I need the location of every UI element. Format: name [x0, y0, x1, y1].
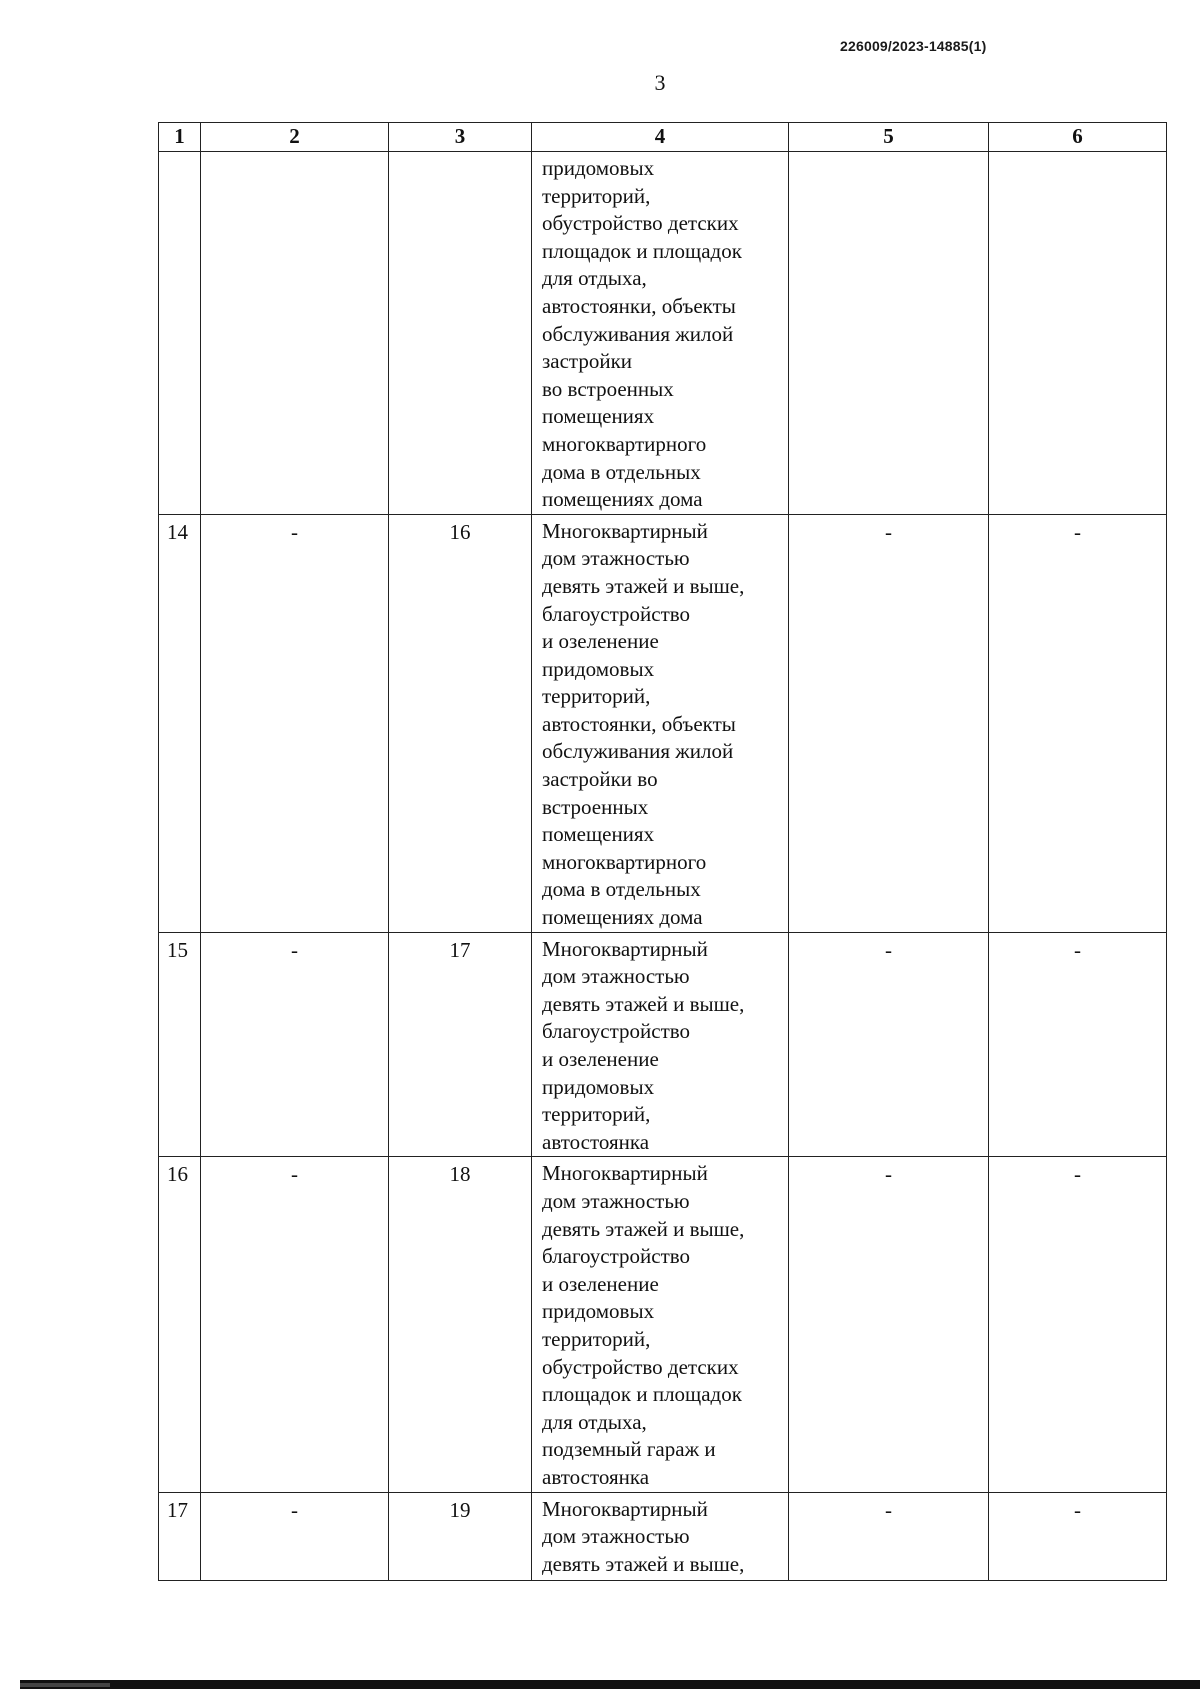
description-line: во встроенных	[542, 376, 674, 401]
description-line: автостоянка	[542, 1129, 650, 1154]
zone-number-cell: 17	[389, 932, 532, 1157]
table-header-row	[159, 123, 1167, 152]
column-header: 2	[201, 123, 389, 152]
row-number-cell: 16	[159, 1157, 201, 1492]
description-line: Многоквартирный	[542, 936, 708, 961]
description-line: дома в отдельных	[542, 877, 701, 902]
description-line: дом этажностью	[542, 1524, 690, 1549]
description-line: площадок и площадок	[542, 238, 742, 263]
column-header: 4	[532, 123, 789, 152]
description-line: Многоквартирный	[542, 518, 708, 543]
column-header: 3	[389, 123, 532, 152]
description-line: помещениях	[542, 822, 655, 847]
zone-number-cell: 16	[389, 514, 532, 932]
description-line: многоквартирного	[542, 849, 707, 874]
zoning-table	[158, 122, 1167, 1581]
column-6-cell: -	[989, 1157, 1167, 1492]
permitted-use-description-cell	[532, 152, 789, 515]
description-line: Многоквартирный	[542, 1161, 708, 1186]
description-line: застройки во	[542, 767, 658, 792]
column-6-cell	[989, 152, 1167, 515]
table-row	[159, 514, 1167, 932]
description-line: территорий,	[542, 1326, 651, 1351]
column-2-cell: -	[201, 1492, 389, 1580]
description-line: автостоянка	[542, 1464, 650, 1489]
description-line: территорий,	[542, 183, 651, 208]
page-number: 3	[654, 70, 666, 95]
description-line: автостоянки, объекты	[542, 711, 736, 736]
column-header: 1	[159, 123, 201, 152]
column-2-cell: -	[201, 1157, 389, 1492]
document-registration-number: 226009/2023-14885(1)	[840, 38, 987, 54]
column-6-cell: -	[989, 1492, 1167, 1580]
description-line: дома в отдельных	[542, 459, 701, 484]
description-line: помещениях дома	[542, 905, 703, 930]
description-line: девять этажей и выше,	[542, 1216, 745, 1241]
permitted-use-description-cell	[532, 1492, 789, 1580]
description-line: придомовых	[542, 156, 655, 180]
table-row	[159, 932, 1167, 1157]
description-line: девять этажей и выше,	[542, 573, 745, 598]
row-number-cell	[159, 152, 201, 515]
column-header: 6	[989, 123, 1167, 152]
description-line: благоустройство	[542, 1244, 691, 1269]
row-number-cell: 15	[159, 932, 201, 1157]
column-6-cell: -	[989, 514, 1167, 932]
table-body	[159, 152, 1167, 1581]
description-line: дом этажностью	[542, 546, 690, 571]
column-5-cell	[789, 152, 989, 515]
description-line: обслуживания жилой	[542, 321, 734, 346]
description-line: территорий,	[542, 1102, 651, 1127]
column-2-cell	[201, 152, 389, 515]
permitted-use-description-cell	[532, 932, 789, 1157]
description-line: благоустройство	[542, 1019, 691, 1044]
zone-number-cell: 18	[389, 1157, 532, 1492]
description-line: для отдыха,	[542, 266, 647, 291]
column-2-cell: -	[201, 932, 389, 1157]
description-line: обустройство детских	[542, 211, 739, 236]
description-line: подземный гараж и	[542, 1437, 716, 1462]
table-row	[159, 152, 1167, 515]
zone-number-cell: 19	[389, 1492, 532, 1580]
description-line: и озеленение	[542, 1047, 659, 1071]
column-5-cell: -	[789, 932, 989, 1157]
page-bottom-rule	[20, 1680, 1200, 1689]
column-header: 5	[789, 123, 989, 152]
description-line: помещениях	[542, 404, 655, 429]
zone-number-cell	[389, 152, 532, 515]
description-line: автостоянки, объекты	[542, 293, 736, 318]
description-line: девять этажей и выше,	[542, 991, 745, 1016]
description-line: и озеленение	[542, 1271, 659, 1296]
description-line: обустройство детских	[542, 1354, 739, 1379]
page-bottom-rule-taper	[20, 1683, 110, 1687]
description-line: Многоквартирный	[542, 1496, 708, 1521]
description-line: придомовых	[542, 1074, 655, 1099]
description-line: дом этажностью	[542, 964, 690, 989]
column-5-cell: -	[789, 1157, 989, 1492]
description-line: встроенных	[542, 794, 649, 819]
column-2-cell: -	[201, 514, 389, 932]
column-5-cell: -	[789, 514, 989, 932]
description-line: помещениях дома	[542, 487, 703, 512]
row-number-cell: 17	[159, 1492, 201, 1580]
description-line: для отдыха,	[542, 1409, 647, 1434]
description-line: придомовых	[542, 1299, 655, 1324]
description-line: застройки	[542, 349, 633, 374]
description-line: обслуживания жилой	[542, 739, 734, 764]
description-line: многоквартирного	[542, 431, 707, 456]
table-row	[159, 1157, 1167, 1492]
description-line: дом этажностью	[542, 1188, 690, 1213]
description-line: благоустройство	[542, 601, 691, 626]
description-line: придомовых	[542, 656, 655, 681]
description-line: и озеленение	[542, 629, 659, 654]
description-line: территорий,	[542, 684, 651, 709]
description-line: площадок и площадок	[542, 1382, 742, 1407]
column-6-cell: -	[989, 932, 1167, 1157]
permitted-use-description-cell	[532, 1157, 789, 1492]
table-row	[159, 1492, 1167, 1580]
description-line: девять этажей и выше,	[542, 1551, 745, 1576]
column-5-cell: -	[789, 1492, 989, 1580]
permitted-use-description-cell	[532, 514, 789, 932]
row-number-cell: 14	[159, 514, 201, 932]
